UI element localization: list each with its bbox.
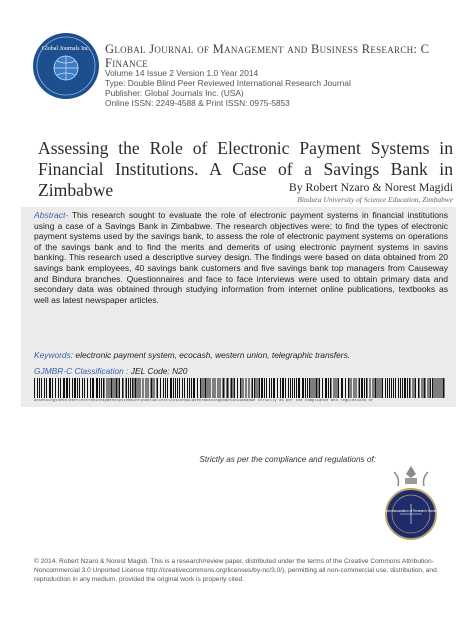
paper-affiliation: Bindura University of Science Education, Zimbabwe	[297, 195, 453, 204]
journal-title	[105, 42, 465, 70]
journal-logo	[32, 32, 100, 100]
journal-meta	[105, 68, 351, 108]
seal-crest-icon	[394, 466, 428, 486]
paper-authors: By Robert Nzaro & Norest Magidi	[288, 180, 453, 194]
keywords-value: electronic payment system, ecocash, western union, telegraphic transfers.	[73, 350, 351, 360]
abstract	[34, 210, 448, 305]
license-footer: © 2014. Robert Nzaro & Norest Magidi. This is a research/review paper, distributed under the terms of the Creative Commons Attribution-Noncommercial 3.0 Unported License http://creativecommons.org/licenses/by-nc/3.0/), permitting all non-commercial use, distribution, and reproduction in any medium, provided the original work is properly cited.	[34, 558, 437, 584]
barcode-text: AssessingtheRoleofElectronicPaymentSystemsinFinancialInstitutionsACaseofaSavingsBankinZimbabwe Strictly as per the compliance and regulations of	[34, 399, 374, 403]
society-seal	[378, 464, 444, 548]
logo-text: Global Journals Inc.	[41, 46, 91, 52]
meta-volume: Volume 14 Issue 2 Version 1.0 Year 2014	[105, 68, 259, 78]
meta-type: Type: Double Blind Peer Reviewed International Research Journal	[105, 78, 351, 89]
keywords	[34, 350, 448, 360]
abstract-label: Abstract-	[34, 210, 69, 220]
barcode	[34, 378, 446, 398]
seal-text: Open Association of Research Society	[383, 509, 439, 513]
paper-title: Assessing the Role of Electronic Payment Systems in Financial Institutions. A Case of a Savings Bank in Zimbabwe	[38, 138, 453, 200]
compliance-text: Strictly as per the compliance and regulations of:	[199, 455, 376, 464]
journal-title-line1: Global Journal of Management and Business Research: C	[105, 42, 430, 56]
classification-value: JEL Code: N20	[128, 366, 188, 376]
classification-label: GJMBR-C Classification :	[34, 366, 129, 376]
abstract-text: This research sought to evaluate the role of electronic payment systems in financial institutions using a case of a Savings Bank in Zimbabwe. The research objectives were; to find the types of electronic payment systems used by the savings bank, to assess the role of electronic payment systems on operations of the savings bank and to find the merits and demerits of using electronic payment systems in savins banking. This research used a descriptive survey design. The findings were based on data obtained from 20 savings bank employees, 40 savings bank customers and five savings bank top managers from Causeway and Bindura branches. Questionnaires and face to face interviews were used to obtain primary data and secondary data was obtained through studying information from internet online publications, textbooks as well as latest newspaper articles.	[34, 210, 448, 305]
classification	[34, 366, 448, 376]
meta-issn: Online ISSN: 2249-4588 & Print ISSN: 0975-5853	[105, 98, 290, 109]
keywords-label: Keywords:	[34, 350, 74, 360]
journal-title-line2: Finance	[105, 56, 149, 70]
meta-publisher: Publisher: Global Journals Inc. (USA)	[105, 88, 244, 99]
